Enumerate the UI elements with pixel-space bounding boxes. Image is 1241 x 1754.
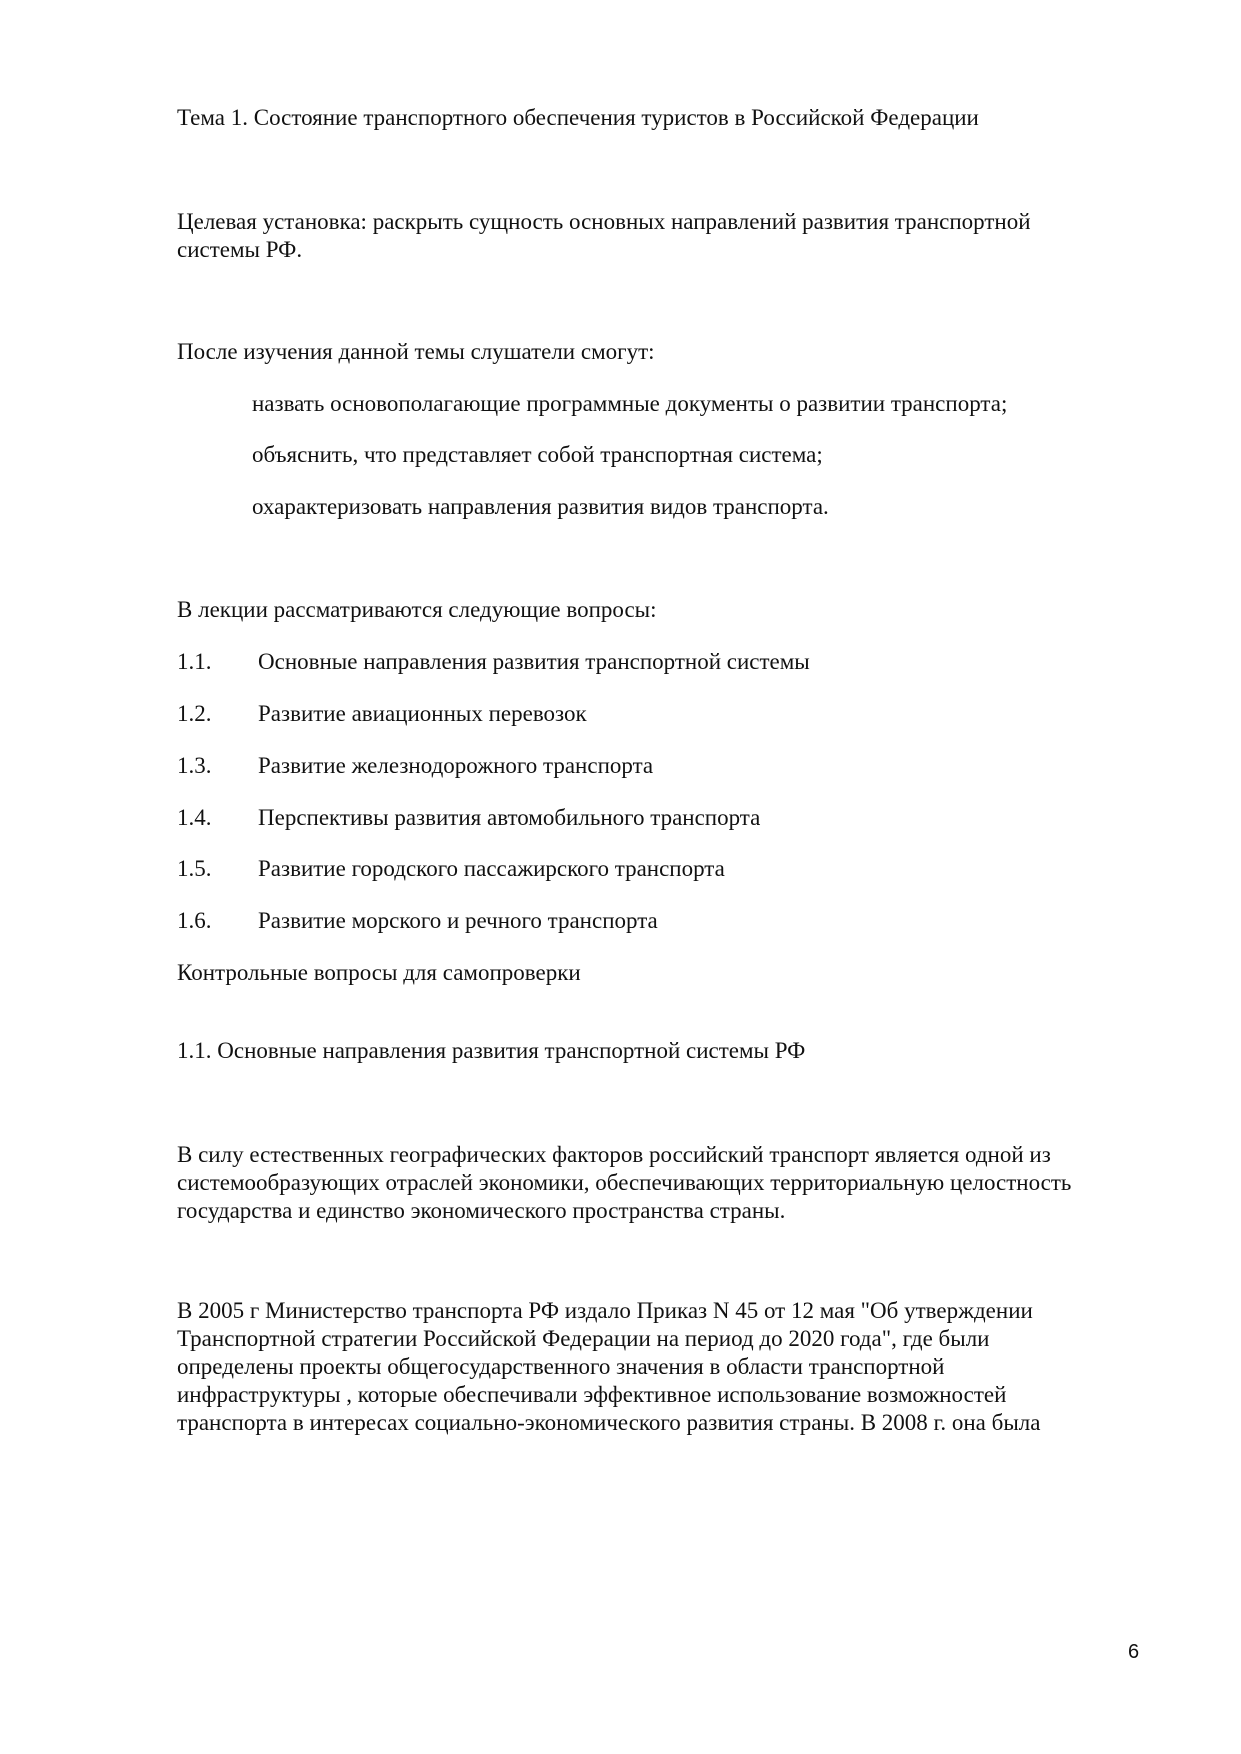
question-number: 1.6. (177, 908, 212, 933)
paragraph-line: В силу естественных географических факторов российский транспорт является одной из (177, 1142, 1051, 1167)
section-title: 1.1. Основные направления развития транспортной системы РФ (177, 1038, 806, 1063)
question-text: Основные направления развития транспортной системы (258, 649, 810, 674)
control-questions-heading: Контрольные вопросы для самопроверки (177, 960, 581, 985)
goal-line: системы РФ. (177, 237, 303, 262)
question-text: Развитие городского пассажирского транспорта (258, 856, 725, 881)
goal-statement (177, 208, 1167, 264)
page-heading: Тема 1. Состояние транспортного обеспечения туристов в Российской Федерации (177, 105, 979, 130)
paragraph-line: государства и единство экономического пространства страны. (177, 1198, 786, 1223)
page-number: 6 (1128, 1641, 1140, 1663)
paragraph-line: определены проекты общегосударственного значения в области транспортной (177, 1354, 945, 1379)
question-number: 1.2. (177, 701, 212, 726)
goal-line: Целевая установка: раскрыть сущность основных направлений развития транспортной (177, 209, 1031, 234)
outcome-item: назвать основополагающие программные документы о развитии транспорта; (252, 391, 1008, 416)
paragraph-line: транспорта в интересах социально-экономического развития страны. В 2008 г. она была (177, 1410, 1041, 1435)
question-text: Развитие авиационных перевозок (258, 701, 587, 726)
outcomes-intro: После изучения данной темы слушатели смогут: (177, 339, 655, 364)
question-number: 1.1. (177, 649, 212, 674)
question-text: Перспективы развития автомобильного транспорта (258, 805, 761, 830)
question-number: 1.4. (177, 805, 212, 830)
paragraph-line: В 2005 г Министерство транспорта РФ издало Приказ N 45 от 12 мая "Об утверждении (177, 1298, 1033, 1323)
outcome-item: объяснить, что представляет собой транспортная система; (252, 442, 823, 467)
paragraph-line: Транспортной стратегии Российской Федерации на период до 2020 года", где были (177, 1326, 990, 1351)
question-text: Развитие железнодорожного транспорта (258, 753, 654, 778)
questions-intro: В лекции рассматриваются следующие вопросы: (177, 597, 657, 622)
paragraph-1 (177, 1141, 1167, 1225)
paragraph-line: инфраструктуры , которые обеспечивали эффективное использование возможностей (177, 1382, 1007, 1407)
question-number: 1.5. (177, 856, 212, 881)
paragraph-2 (177, 1297, 1167, 1437)
paragraph-line: системообразующих отраслей экономики, обеспечивающих территориальную целостность (177, 1170, 1072, 1195)
outcome-item: охарактеризовать направления развития видов транспорта. (252, 494, 829, 519)
question-number: 1.3. (177, 753, 212, 778)
question-text: Развитие морского и речного транспорта (258, 908, 658, 933)
